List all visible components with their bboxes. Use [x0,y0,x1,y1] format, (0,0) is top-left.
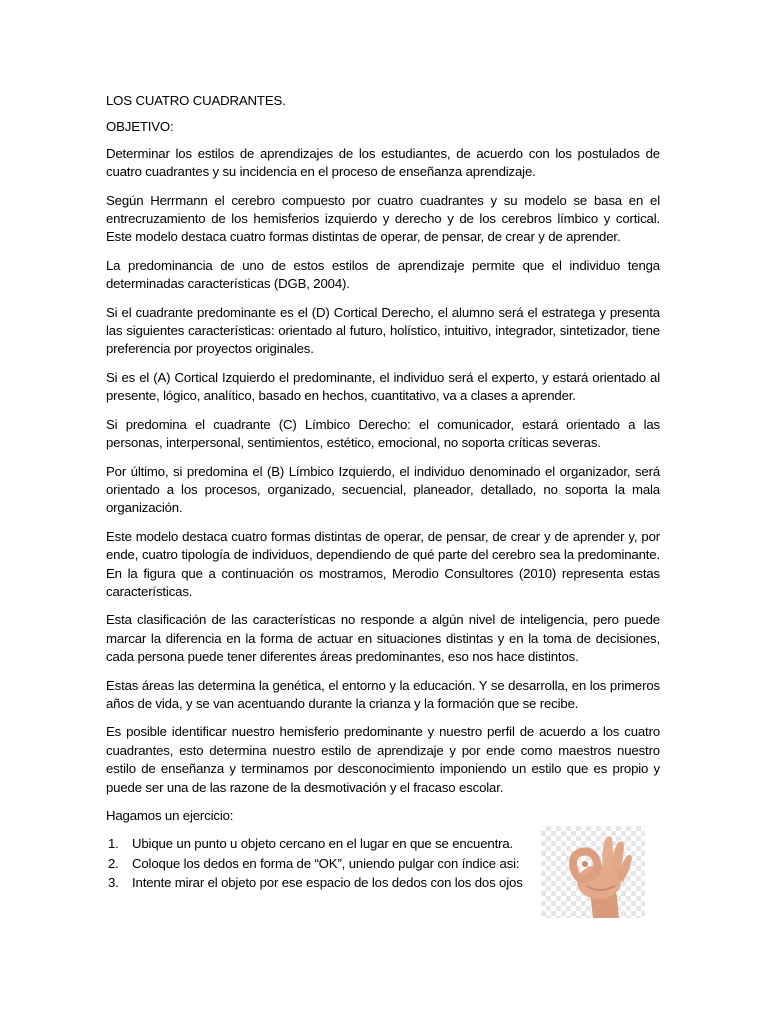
paragraph-four-types: Este modelo destaca cuatro formas distintas de operar, de pensar, de crear y de aprender y, por ende, cuatro tipología de individuos, dependiendo de qué parte del cerebro sea la predominante. En la figura que a continuación os mostramos, Merodio Consultores (2010) representa estas características. [106,528,660,599]
step-number: 3. [108,875,119,891]
paragraph-objective: Determinar los estilos de aprendizajes de los estudiantes, de acuerdo con los postulados de cuatro cuadrantes y su incidencia en el proceso de enseñanza aprendizaje. [106,145,660,180]
step-number: 2. [108,855,119,871]
document-body [106,92,660,894]
paragraph-herrmann: Según Herrmann el cerebro compuesto por cuatro cuadrantes y su modelo se basa en el entrecruzamiento de los hemisferios izquierdo y derecho y de los cerebros límbico y cortical. Este modelo destaca cuatro formas distintas de operar, de pensar, de crear y de aprender. [106,192,660,245]
step-text: Coloque los dedos en forma de “OK”, uniendo pulgar con índice asi: [132,855,520,871]
paragraph-quadrant-d: Si el cuadrante predominante es el (D) Cortical Derecho, el alumno será el estratega y presenta las siguientes características: orientado al futuro, holístico, intuitivo, integrador, sintetizador, tiene preferencia por proyectos originales. [106,304,660,357]
paragraph-identify: Es posible identificar nuestro hemisferio predominante y nuestro perfil de acuerdo a los cuatro cuadrantes, esto determina nuestro estilo de aprendizaje y por ende como maestros nuestro estilo de enseñanza y terminamos por desconocimiento imponiendo un estilo que es propio y puede ser una de las razone de la desmotivación y el fracaso escolar. [106,724,660,795]
exercise-intro: Hagamos un ejercicio: [106,808,234,823]
step-text: Intente mirar el objeto por ese espacio de los dedos con los dos ojos [132,875,523,891]
paragraph-areas: Estas áreas las determina la genética, el entorno y la educación. Y se desarrolla, en los primeros años de vida, y se van acentuando durante la crianza y la formación que se recibe. [106,677,660,711]
step-text: Ubique un punto u objeto cercano en el lugar en que se encuentra. [132,836,514,852]
step-number: 1. [108,836,119,852]
ok-hand-gesture-icon [541,826,645,918]
paragraph-quadrant-a: Si es el (A) Cortical Izquierdo el predominante, el individuo será el experto, y estará orientado al presente, lógico, analítico, basado en hechos, cuantitativo, va a clases a aprender. [106,369,660,404]
paragraph-classification: Esta clasificación de las características no responde a algún nivel de inteligencia, pero puede marcar la diferencia en la forma de actuar en situaciones distintas y en la toma de decisiones, cada persona puede tener diferentes áreas predominantes, eso nos hace distintos. [106,612,660,665]
objective-heading: OBJETIVO: [106,119,174,135]
document-title: LOS CUATRO CUADRANTES. [106,93,286,108]
paragraph-predominance: La predominancia de uno de estos estilos de aprendizaje permite que el individuo tenga determinadas características (DGB, 2004). [106,257,660,292]
paragraph-quadrant-b: Por último, si predomina el (B) Límbico Izquierdo, el individuo denominado el organizador, será orientado a los procesos, organizado, secuencial, planeador, detallado, no soporta la mala organización. [106,463,660,516]
paragraph-quadrant-c: Si predomina el cuadrante (C) Límbico Derecho: el comunicador, estará orientado a las personas, interpersonal, sentimientos, estético, emocional, no soporta críticas severas. [106,416,660,451]
